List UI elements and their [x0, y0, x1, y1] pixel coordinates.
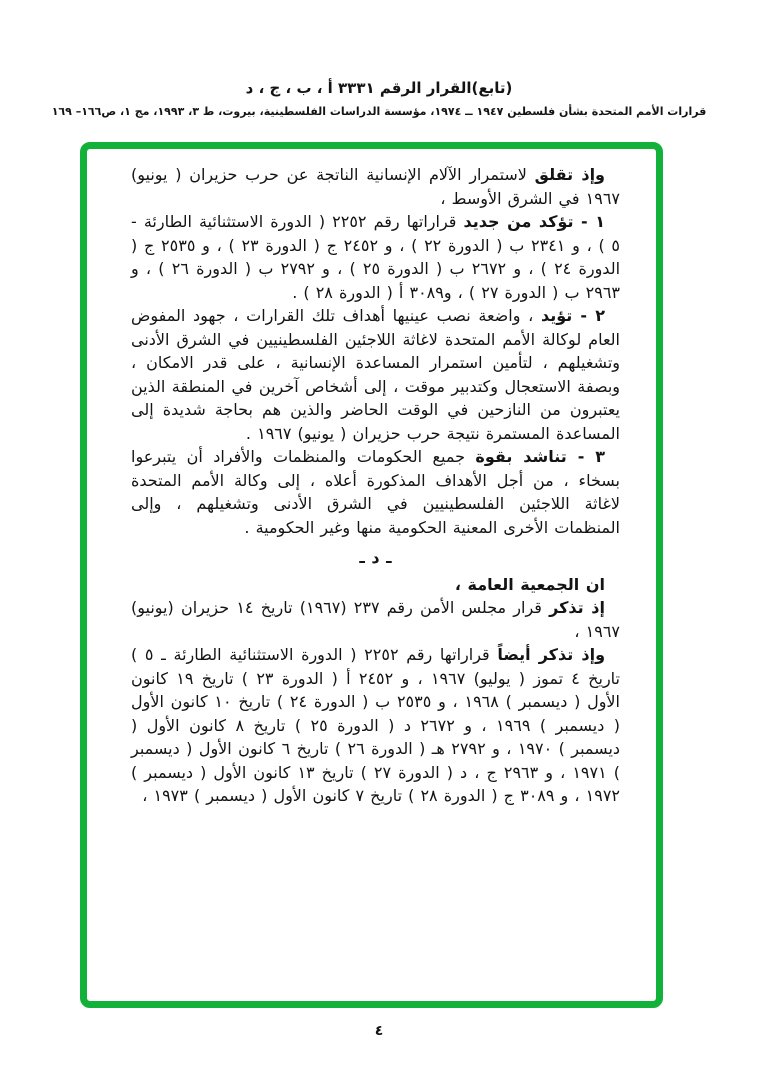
paragraph-lead: ٣ - تناشد بقوة	[475, 447, 606, 466]
paragraph-body: ، واضعة نصب عينيها أهداف تلك القرارات ، جهود المفوض العام لوكالة الأمم المتحدة لاغاثة اللاجئين الفلسطينيين في الشرق الأدنى وتشغيلهم ، لتأمين استمرار المساعدة الإنسانية ، على قدر الامكان ، وبصفة الاستعجال وكتدبير موقت ، إلى أشخاص آخرين في المنطقة الذين يعتبرون من النازحين في الوقت الحاضر والذين هم بحاجة شديدة إلى المساعدة المستمرة نتيجة حرب حزيران ( يونيو) ١٩٦٧ .	[131, 306, 620, 443]
resolution-title: (تابع)القرار الرقم ٣٣٣١ أ ، ب ، ج ، د	[245, 79, 513, 97]
paragraph-lead: ٢ - تؤيد	[540, 306, 605, 325]
section-d-divider: ـ د ـ	[359, 548, 392, 567]
paragraph-lead: وإذ تقلق	[534, 165, 606, 184]
preamble-paragraph	[131, 163, 620, 210]
paragraph-lead: وإذ تذكر أيضاً	[497, 645, 606, 664]
paragraph-lead: ١ - تؤكد من جديد	[463, 212, 606, 231]
resolution-text-frame	[80, 142, 663, 1008]
document-header	[0, 79, 758, 118]
section-d-heading: ان الجمعية العامة ،	[454, 574, 605, 594]
operative-paragraph-2	[131, 304, 620, 445]
paragraph-lead: إذ تذكر	[549, 598, 606, 617]
section-d-paragraph-2	[131, 643, 620, 808]
paragraph-body: قراراتها رقم ٢٢٥٢ ( الدورة الاستثنائية الطارئة - ٥ ) ، و ٢٣٤١ ب ( الدورة ٢٢ ) ، و ٢٤٥٢ ج ( الدورة ٢٣ ) ، و ٢٥٣٥ ج ( الدورة ٢٤ ) ، و ٢٦٧٢ ب ( الدورة ٢٥ ) ، و ٢٧٩٢ ب ( الدورة ٢٦ ) ، و ٢٩٦٣ ب ( الدورة ٢٧ ) ، و٣٠٨٩ أ ( الدورة ٢٨ ) .	[131, 212, 621, 302]
paragraph-body: قراراتها رقم ٢٢٥٢ ( الدورة الاستثنائية الطارئة ـ ٥ ) تاريخ ٤ تموز ( يوليو) ١٩٦٧ ، و ٢٤٥٢ أ ( الدورة ٢٣ ) تاريخ ١٩ كانون الأول ( ديسمبر ) ١٩٦٨ ، و ٢٥٣٥ ب ( الدورة ٢٤ ) تاريخ ١٠ كانون الأول ( ديسمبر ) ١٩٦٩ ، و ٢٦٧٢ د ( الدورة ٢٥ ) تاريخ ٨ كانون الأول ( ديسمبر ) ١٩٧٠ ، و ٢٧٩٢ هـ ( الدورة ٢٦ ) تاريخ ٦ كانون الأول ( ديسمبر ) ١٩٧١ ، و ٢٩٦٣ ج ، د ( الدورة ٢٧ ) تاريخ ١٣ كانون الأول ( ديسمبر ) ١٩٧٢ ، و ٣٠٨٩ ج ( الدورة ٢٨ ) تاريخ ٧ كانون الأول ( ديسمبر ) ١٩٧٣ ،	[131, 645, 621, 805]
section-d-paragraph-1	[131, 596, 620, 643]
operative-paragraph-3	[131, 445, 620, 539]
source-citation: قرارات الأمم المتحدة بشأن فلسطين ١٩٤٧ ــ ١٩٧٤، مؤسسة الدراسات الفلسطينية، بيروت، ط ٣، ١٩٩٣، مج ١، ص١٦٦– ١٦٩	[51, 105, 707, 118]
page-number: ٤	[374, 1023, 384, 1039]
operative-paragraph-1	[131, 210, 620, 304]
paragraph-body: لاستمرار الآلام الإنسانية الناتجة عن حرب حزيران ( يونيو) ١٩٦٧ في الشرق الأوسط ،	[131, 165, 620, 208]
paragraph-body: جميع الحكومات والمنظمات والأفراد أن يتبرعوا بسخاء ، من أجل الأهداف المذكورة أعلاه ، إلى وكالة الأمم المتحدة لاغاثة اللاجئين الفلسطينيين في الشرق الأدنى وتشغيلهم ، وإلى المنظمات الأخرى المعنية الحكومية منها وغير الحكومية .	[131, 447, 620, 537]
paragraph-body: قرار مجلس الأمن رقم ٢٣٧ (١٩٦٧) تاريخ ١٤ حزيران (يونيو) ١٩٦٧ ،	[131, 598, 620, 641]
